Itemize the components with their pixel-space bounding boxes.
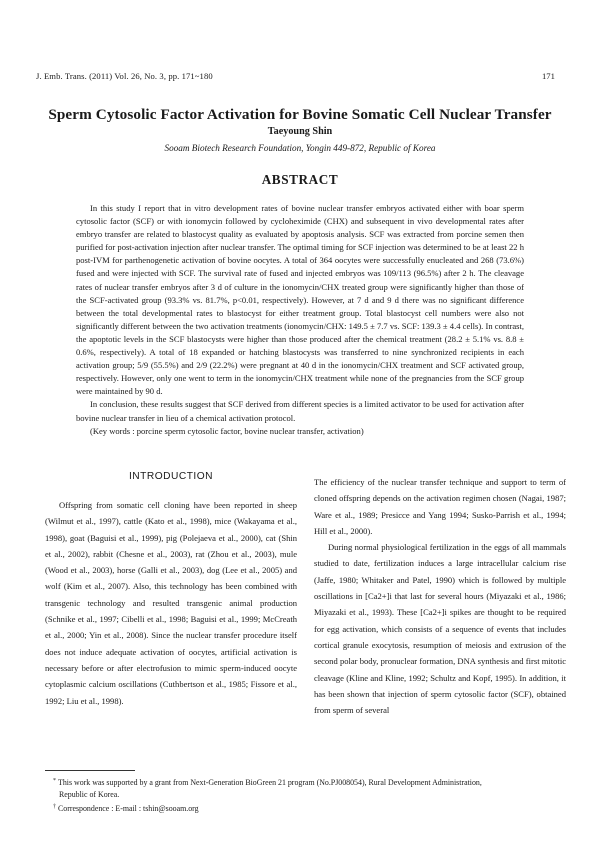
footnote-correspondence-text: Correspondence : E-mail : tshin@sooam.org [58,804,199,813]
intro-paragraph-fertilization: During normal physiological fertilization in the eggs of all mammals studied to date, fertilization induces a large intracellular calcium rise (Jaffe, 1980; Whitaker and Patel, 1990) which is followed by multiple oscillations in [Ca2+]i that last for several hours (Miyazaki et al., 1986; Miyazaki et al., 1993). These [Ca2+]i spikes are thought to be required for egg activation, which consists of a sequence of events that includes cortical granule exocytosis, resumption of meiosis and extrusion of the second polar body, pronuclear formation, DNA synthesis and first mitotic cleavage (Kline and Kline, 1992; Schultz and Kopf, 1995). In addition, it has been shown that injection of sperm cytosolic factor (SCF), obtained from sperm of several [314,542,566,716]
intro-paragraph-continued: The efficiency of the nuclear transfer technique and support to term of cloned offspring depends on the activation regimen chosen (Nagai, 1987; Ware et al., 1989; Presicce and Yang 1994; Susko-Parrish et al., 1994; Hill et al., 2000). [314,477,566,536]
page-number: 171 [542,71,555,81]
paper-title: Sperm Cytosolic Factor Activation for Bovine Somatic Cell Nuclear Transfer [48,106,552,123]
footnote-marker: * [53,778,56,784]
abstract-keywords: (Key words : porcine sperm cytosolic factor, bovine nuclear transfer, activation) [90,425,364,436]
footnote-funding-text: This work was supported by a grant from Next-Generation BioGreen 21 program (No.PJ008054), Rural Development Administration, [58,778,482,787]
abstract-heading: ABSTRACT [261,172,339,187]
author-affiliation: Sooam Biotech Research Foundation, Yongin 449-872, Republic of Korea [164,143,436,153]
left-column [45,470,297,709]
footnote-funding [53,775,558,789]
right-column [314,474,566,718]
abstract-body [76,202,524,438]
abstract-conclusion: In conclusion, these results suggest that SCF derived from different species is a limited activator to be used for activation after bovine nuclear transfer in lieu of a chemical activation protocol. [76,399,524,423]
footnote-marker: † [53,804,56,810]
introduction-heading: INTRODUCTION [128,471,214,482]
author-name: Taeyoung Shin [267,126,333,137]
footnote-funding-continued: Republic of Korea. [59,790,120,799]
abstract-paragraph: In this study I report that in vitro development rates of bovine nuclear transfer embryos activated either with boar sperm cytosolic factor (SCF) or with ionomycin followed by cycloheximide (CHX) and subsequent in vivo developmental rates after embryo transfer are related to blastocyst quality as evaluated by apoptosis analysis. SCF was extracted from porcine semen then purified for post-activation injection after nuclear transfer. The optimal timing for SCF injection was determined to be at least 22 h post-IVM for parthenogenetic activation of bovine oocytes. A total of 364 oocytes were successfully enucleated and 268 (73.6%) fused and were injected with SCF. The survival rate of fused and injected embryos was 109/113 (96.5%) after 2 h. The cleavage rates of nuclear transfer embryos after 3 d of culture in the ionomycin/CHX treated group were significantly higher than those of the SCF-activated group (93.3% vs. 81.7%, p<0.01, respectively). However, at 7 d and 9 d there was no significant difference between the total developmental rates to blastocyst for either treatment group. Total blastocyst cell numbers were also not significantly different between the two activation treatments (ionomycin/CHX: 149.5 ± 7.7 vs. SCF: 139.3 ± 4.4 cells). In contrast, the apoptotic levels in the SCF blastocysts were higher than those produced after the chemical treatment (28.2 ± 5.1% vs. 8.8 ± 0.6%, respectively). A total of 18 expanded or hatching blastocysts was transferred to nine synchronized recipients in each activation group; 5/9 (55.5%) and 2/9 (22.2%) were pregnant at 40 d in the ionomycin/CHX treatment and SCF activated group, respectively. However, only one went to term in the ionomycin/CHX treatment while none of the pregnancies from the SCF group were maintained by 90 d. [76,203,524,397]
footnote-rule [45,770,135,771]
intro-paragraph: Offspring from somatic cell cloning have been reported in sheep (Wilmut et al., 1997), cattle (Kato et al., 1998), mice (Wakayama et al., 1998), goat (Baguisi et al., 1999), pig (Polejaeva et al., 2000), cat (Shin et al., 2002), rabbit (Chesne et al., 2003), rat (Zhou et al., 2003), mule (Wood et al., 2003), horse (Galli et al., 2003), dog (Lee et al., 2005) and wolf (Kim et al., 2007). Also, this technology has been combined with transgenic technology and resulted transgenic animal production (Schnike et al., 1997; Cibelli et al., 1998; Baguisi et al., 1999; McCreath et al., 2000; Yin et al., 2008). Since the nuclear transfer procedure itself does not induce adequate activation of oocytes, artificial activation is necessary before or after electrofusion to mimic sperm-induced oocyte cytoplasmic calcium oscillations (Cuthbertson et al., 1985; Fissore et al., 1992; Liu et al., 1998). [45,500,297,706]
footnote-correspondence [53,801,558,815]
footnotes [53,775,558,815]
running-head: J. Emb. Trans. (2011) Vol. 26, No. 3, pp. 171~180 [36,71,213,81]
